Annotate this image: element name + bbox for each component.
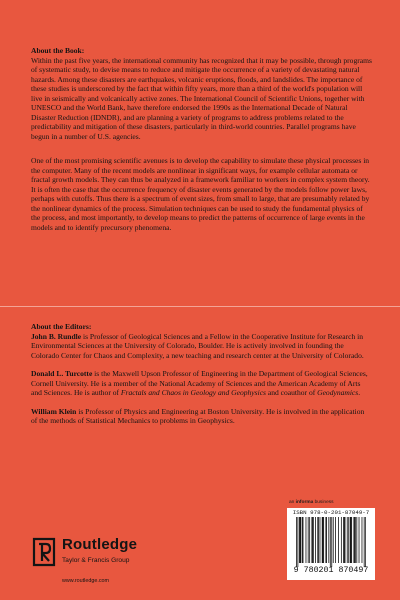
barcode-bar	[350, 517, 351, 563]
editor-bio	[31, 369, 372, 398]
section-divider	[0, 306, 400, 307]
editor-bio-text: and coauthor of	[265, 388, 318, 397]
barcode-bar	[347, 517, 348, 563]
barcode-bar	[299, 517, 300, 563]
barcode-bar	[331, 517, 332, 567]
barcode-bar	[364, 517, 365, 567]
barcode-bar	[296, 517, 297, 567]
barcode-bar	[325, 517, 326, 563]
editor-bio	[31, 332, 372, 361]
editor-bio-text: .	[358, 388, 361, 397]
barcode-bar	[308, 517, 309, 563]
about-book-heading: About the Book:	[31, 46, 85, 55]
editor-bio-text: is the Maxwell Upson Professor of Engineering in the Department of Geological Sciences, Cornell University. He is a member of the National Academy of Sciences and the American Academy of Arts and Sciences. He is author of	[31, 369, 368, 397]
barcode-bar	[302, 517, 303, 563]
barcode-box	[287, 508, 375, 580]
barcode-bar	[312, 517, 313, 563]
barcode-bar	[333, 517, 334, 563]
barcode-bar	[341, 517, 342, 563]
publisher-group: Taylor & Francis Group	[62, 557, 130, 564]
barcode	[296, 517, 366, 567]
editors-list	[31, 332, 372, 426]
editor-bio	[31, 407, 372, 426]
informa-brand: informa	[295, 500, 314, 505]
barcode-bar	[322, 517, 323, 563]
barcode-bar	[313, 517, 314, 563]
barcode-bar	[355, 517, 356, 563]
barcode-bar	[297, 517, 298, 567]
barcode-bar	[309, 517, 310, 563]
barcode-bar	[328, 517, 329, 563]
barcode-bar	[348, 517, 349, 563]
barcode-bar	[300, 517, 301, 563]
barcode-digits: 9 780201 870497	[293, 566, 369, 575]
barcode-bar	[345, 517, 346, 563]
barcode-bar	[362, 517, 363, 563]
book-title: Geodynamics	[317, 388, 359, 397]
barcode-bar	[306, 517, 307, 563]
publisher-url: www.routledge.com	[62, 578, 110, 584]
barcode-bar	[330, 517, 331, 567]
barcode-bar	[315, 517, 316, 563]
barcode-bar	[356, 517, 357, 563]
editor-name: Donald L. Turcotte	[31, 369, 93, 378]
about-book-paragraph: Within the past five years, the international community has recognized that it may be possible, through programs of systematic study, to devise means to reduce and mitigate the occurrence of a variety of devastating natural hazards. Among these disasters are earthquakes, volcanic eruptions, floods, and landslides. The importance of these studies is underscored by the fact that within fifty years, more than a third of the world's population will live in seismically and volcanically active zones. The International Council of Scientific Unions, together with UNESCO and the World Bank, have therefore endorsed the 1990s as the International Decade of Natural Disaster Reduction (IDNDR), and are planning a variety of programs to address problems related to the predictability and mitigation of these disasters, particularly in third-world countries. Parallel programs have begun in a number of U.S. agencies.	[31, 55, 372, 141]
barcode-bar	[344, 517, 345, 563]
barcode-bar	[311, 517, 312, 563]
routledge-r-logo-icon	[32, 537, 56, 567]
barcode-bar	[323, 517, 324, 563]
book-title: Fractals and Chaos in Geology and Geophysics	[120, 388, 266, 397]
barcode-bar	[303, 517, 304, 563]
barcode-bar	[359, 517, 360, 563]
barcode-bar	[318, 517, 319, 563]
barcode-bar	[326, 517, 327, 563]
about-editors-section	[31, 322, 372, 426]
barcode-bar	[317, 517, 318, 563]
barcode-bar	[354, 517, 355, 563]
about-book-section	[31, 46, 372, 141]
isbn-label: ISBN 978-0-201-87049-7	[292, 509, 370, 516]
barcode-bar	[335, 517, 336, 563]
editor-bio-text: is Professor of Geological Sciences and a Fellow in the Cooperative Institute for Research in Environmental Sciences at the University of Colorado, Boulder. He is actively involved in founding the Colorado Center for Chaos and Complexity, a new teaching and research center at the University of Colorado.	[31, 331, 364, 360]
barcode-bar	[365, 517, 366, 567]
editor-bio-text: is Professor of Physics and Engineering at Boston University. He is involved in the application of the methods of Statistical Mechanics to problems in Geophysics.	[31, 406, 365, 425]
barcode-bar	[300, 517, 301, 563]
barcode-bar	[343, 517, 344, 563]
about-book-paragraph-2: One of the most promising scientific avenues is to develop the capability to simulate these physical processes in the computer. Many of the recent models are nonlinear in significant ways, for example cellular automata or fractal growth models. They can thus be analyzed in a framework familiar to workers in complex system theory. It is often the case that the occurrence frequency of disaster events generated by the models follow power laws, perhaps with cutoffs. Thus there is a spectrum of event sizes, from small to large, that are presumably related by the nonlinear dynamics of the process. Simulation techniques can be used to study the fundamental physics of the process, and most importantly, to develop means to predict the patterns of occurrence of large events in the models and to identify precursory phenomena.	[31, 156, 370, 232]
publisher-brand: Routledge	[62, 536, 138, 553]
barcode-bar	[351, 517, 352, 563]
barcode-bar	[320, 517, 321, 563]
editor-name: John B. Rundle	[31, 331, 82, 341]
barcode-bar	[353, 517, 354, 563]
barcode-bar	[338, 517, 339, 563]
editor-name: William Klein	[31, 406, 77, 416]
barcode-bar	[323, 517, 324, 563]
informa-imprint: an informa business	[289, 500, 334, 505]
about-editors-heading: About the Editors:	[31, 322, 92, 331]
barcode-bar	[351, 517, 352, 563]
